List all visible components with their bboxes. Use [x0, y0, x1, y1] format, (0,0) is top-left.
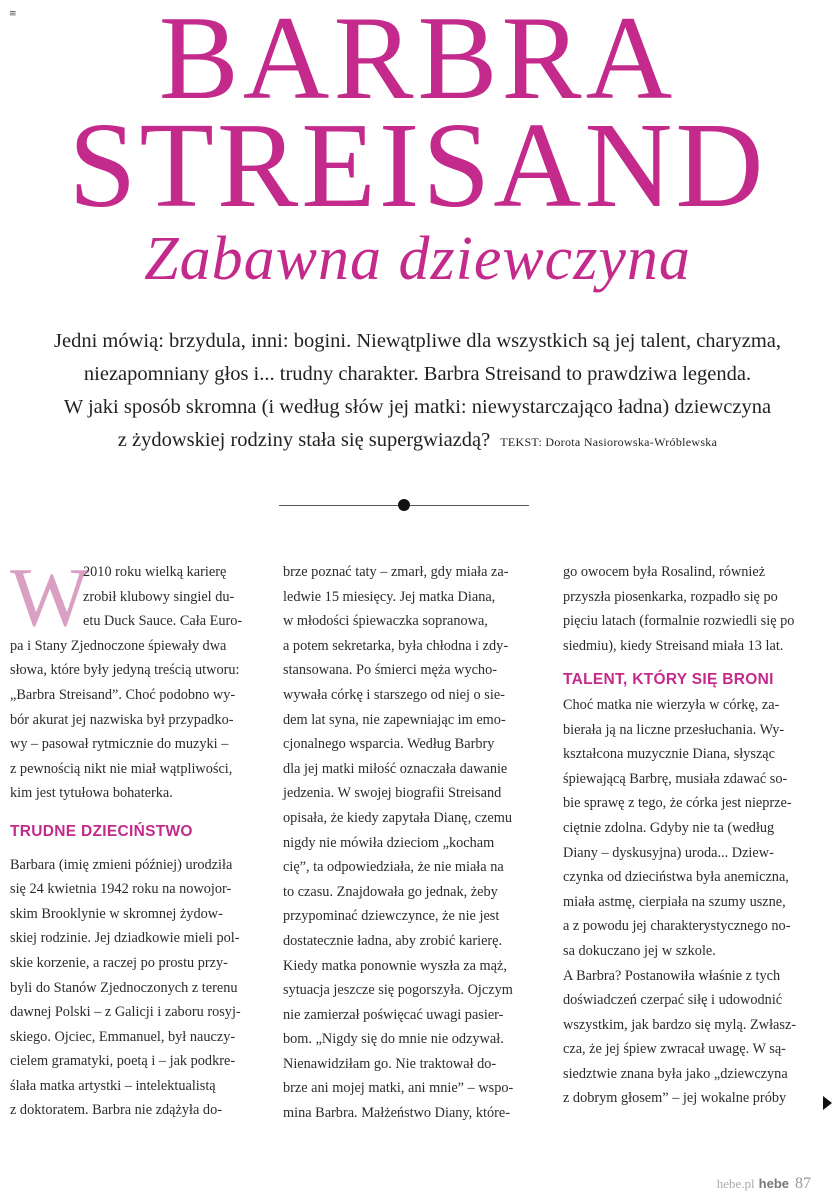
text-line: ledwie 15 miesięcy. Jej matka Diana, — [283, 588, 496, 605]
text-line: jedzenia. W swojej biografii Streisand — [283, 785, 502, 802]
text-line: kim jest tytułowa bohaterka. — [10, 785, 173, 802]
text-line: brze poznać taty – zmarł, gdy miała za- — [283, 564, 509, 580]
section-heading: TRUDNE DZIECIŃSTWO — [10, 822, 193, 840]
text-line: Choć matka nie wierzyła w córkę, za- — [563, 696, 780, 713]
text-line: brze ani mojej matki, ani mnie” – wspo- — [283, 1080, 514, 1097]
divider-dot — [398, 499, 410, 511]
text-line: sa dokuczano jej w szkole. — [563, 942, 716, 959]
text-line: cielem gramatyki, poetą i – jak podkre- — [10, 1053, 236, 1070]
text-line: cza, że jej śpiew zwracał uwagę. W są- — [563, 1041, 786, 1058]
text-line: dla jej matki miłość oznaczała dawanie — [283, 760, 508, 777]
text-line: A Barbra? Postanowiła właśnie z tych — [563, 967, 781, 984]
text-line: zrobił klubowy singiel du- — [83, 588, 235, 605]
text-line: Nienawidziłam go. Nie traktował do- — [283, 1055, 497, 1072]
text-line: wywała córkę i starszego od niej o sie- — [283, 686, 505, 703]
text-line: dem lat syna, nie zapewniając im emo- — [283, 711, 506, 728]
text-line: kształcona muzycznie Diana, słysząc — [563, 746, 775, 763]
text-line: a z powodu jej charakterystycznego no- — [563, 918, 791, 935]
subtitle: Zabawna dziewczyna — [144, 225, 691, 293]
text-line: siedztwie znana była jako „dziewczyna — [563, 1065, 788, 1082]
text-line: przyszła piosenkarka, rozpadło się po — [563, 588, 778, 605]
page-footer — [717, 1176, 811, 1192]
text-line: śpiewającą Barbrę, musiała zdawać so- — [563, 770, 788, 787]
text-line: z doktoratem. Barbra nie zdążyła do- — [10, 1102, 222, 1119]
text-line: Barbara (imię zmieni później) urodziła — [10, 856, 233, 873]
drop-cap: W — [10, 551, 90, 644]
text-line: pa i Stany Zjednoczone śpiewały dwa — [10, 637, 227, 654]
text-line: byli do Stanów Zjednoczonych z terenu — [10, 979, 238, 996]
text-line: w młodości śpiewaczka sopranowa, — [283, 613, 488, 630]
text-line: cię”, ta odpowiedziała, że nie miała na — [283, 859, 504, 876]
text-line: dostatecznie ładna, aby zrobić karierę. — [283, 932, 503, 949]
text-line: wszystkim, jak bardzo się mylą. Zwłasz- — [563, 1016, 797, 1033]
text-line: wy – pasował rytmicznie do muzyki – — [10, 736, 229, 753]
text-line: słowa, które były jedyną treścią utworu: — [10, 662, 240, 679]
text-line: sytuacja jeszcze się pogorszyła. Ojczym — [283, 982, 513, 999]
text-line: z pewnością nikt nie miał wątpliwości, — [10, 760, 233, 777]
text-line: bie sprawę z tego, że córka jest nieprze- — [563, 795, 792, 812]
text-line: bierała ją na liczne przesłuchania. Wy- — [563, 721, 785, 738]
text-line: z dobrym głosem” – jej wokalne próby — [563, 1090, 787, 1107]
footer-site: hebe.pl — [716, 1176, 755, 1191]
lead-line-with-byline — [10, 424, 825, 459]
text-line: przypominać dziewczynce, że nie jest — [283, 908, 500, 925]
text-line: „Barbra Streisand”. Choć podobno wy- — [10, 686, 236, 703]
page-number: 87 — [795, 1175, 811, 1192]
text-line: go owocem była Rosalind, również — [563, 564, 766, 580]
text-line: się 24 kwietnia 1942 roku na nowojor- — [10, 881, 232, 898]
text-line: miała astmę, cierpiała na szumy uszne, — [563, 893, 786, 910]
text-line: 2010 roku wielką karierę — [83, 564, 227, 580]
title-line-2: STREISAND — [68, 98, 767, 233]
text-line: pięciu latach (formalnie rozwiedli się po — [563, 613, 795, 630]
lead-line: niezapomniany głos i... trudny charakter. Barbra Streisand to prawdziwa legenda. — [83, 363, 752, 385]
text-line: nie zamierzał poświęcać uwagi pasier- — [283, 1006, 504, 1023]
byline: TEKST: Dorota Nasiorowska-Wróblewska — [500, 435, 718, 449]
title-line-1: BARBRA — [158, 0, 677, 124]
text-line: nigdy nie mówiła dzieciom „kocham — [283, 834, 495, 851]
lead-line: z żydowskiej rodziny stała się supergwiazdą? — [117, 429, 491, 451]
article-column-3 — [563, 560, 809, 1111]
menu-icon[interactable]: ≡ — [9, 9, 17, 19]
text-line: czynka od dzieciństwa była anemiczna, — [563, 869, 789, 886]
article-column-2 — [283, 560, 530, 1126]
text-line: skiego. Ojciec, Emmanuel, był nauczy- — [10, 1028, 236, 1045]
article-column-1 — [10, 560, 255, 1123]
text-line: dawnej Polski – z Galicji i zaboru rosyj- — [10, 1004, 241, 1021]
footer-brand-logo: hebe — [758, 1176, 789, 1191]
text-line: ślała matka artystki – intelektualistą — [10, 1077, 216, 1094]
text-line: skiej rodzinie. Jej dziadkowie mieli pol- — [10, 930, 240, 947]
text-line: a potem sekretarka, była chłodna i zdy- — [283, 637, 509, 654]
text-line: siedmiu), kiedy Streisand miała 13 lat. — [563, 637, 784, 654]
lead-line: W jaki sposób skromna (i według słów jej matki: niewystarczająco ładna) dziewczyna — [63, 396, 772, 418]
text-line: opisała, że kiedy zapytała Dianę, czemu — [283, 809, 513, 826]
text-line: mina Barbra. Małżeństwo Diany, które- — [283, 1105, 510, 1122]
lead-line: Jedni mówią: brzydula, inni: bogini. Niewątpliwe dla wszystkich są jej talent, charyzma, — [54, 330, 781, 352]
text-line: cjonalnego wsparcia. Według Barbry — [283, 736, 495, 753]
text-line: Kiedy matka ponownie wyszła za mąż, — [283, 957, 507, 974]
next-page-arrow-icon[interactable] — [823, 1096, 832, 1110]
text-line: bom. „Nigdy się do mnie nie odzywał. — [283, 1031, 504, 1048]
text-line: etu Duck Sauce. Cała Euro- — [83, 613, 243, 630]
text-line: skim Brooklynie w skromnej żydow- — [10, 905, 223, 922]
text-line: stansowana. Po śmierci męża wycho- — [283, 662, 497, 679]
text-line: bór akurat jej nazwiska był przypadko- — [10, 711, 234, 728]
lead-paragraph — [10, 325, 825, 459]
text-line: skie korzenie, a raczej po prostu przy- — [10, 954, 228, 971]
text-line: to czasu. Znajdowała go jednak, żeby — [283, 883, 498, 900]
section-heading: TALENT, KTÓRY SIĘ BRONI — [563, 671, 774, 689]
text-line: doświadczeń czerpać siłę i udowodnić — [563, 992, 783, 1009]
text-line: Diany – dyskusyjna) uroda... Dziew- — [563, 844, 774, 861]
text-line: ciętnie zdolna. Gdyby nie ta (według — [563, 819, 775, 836]
